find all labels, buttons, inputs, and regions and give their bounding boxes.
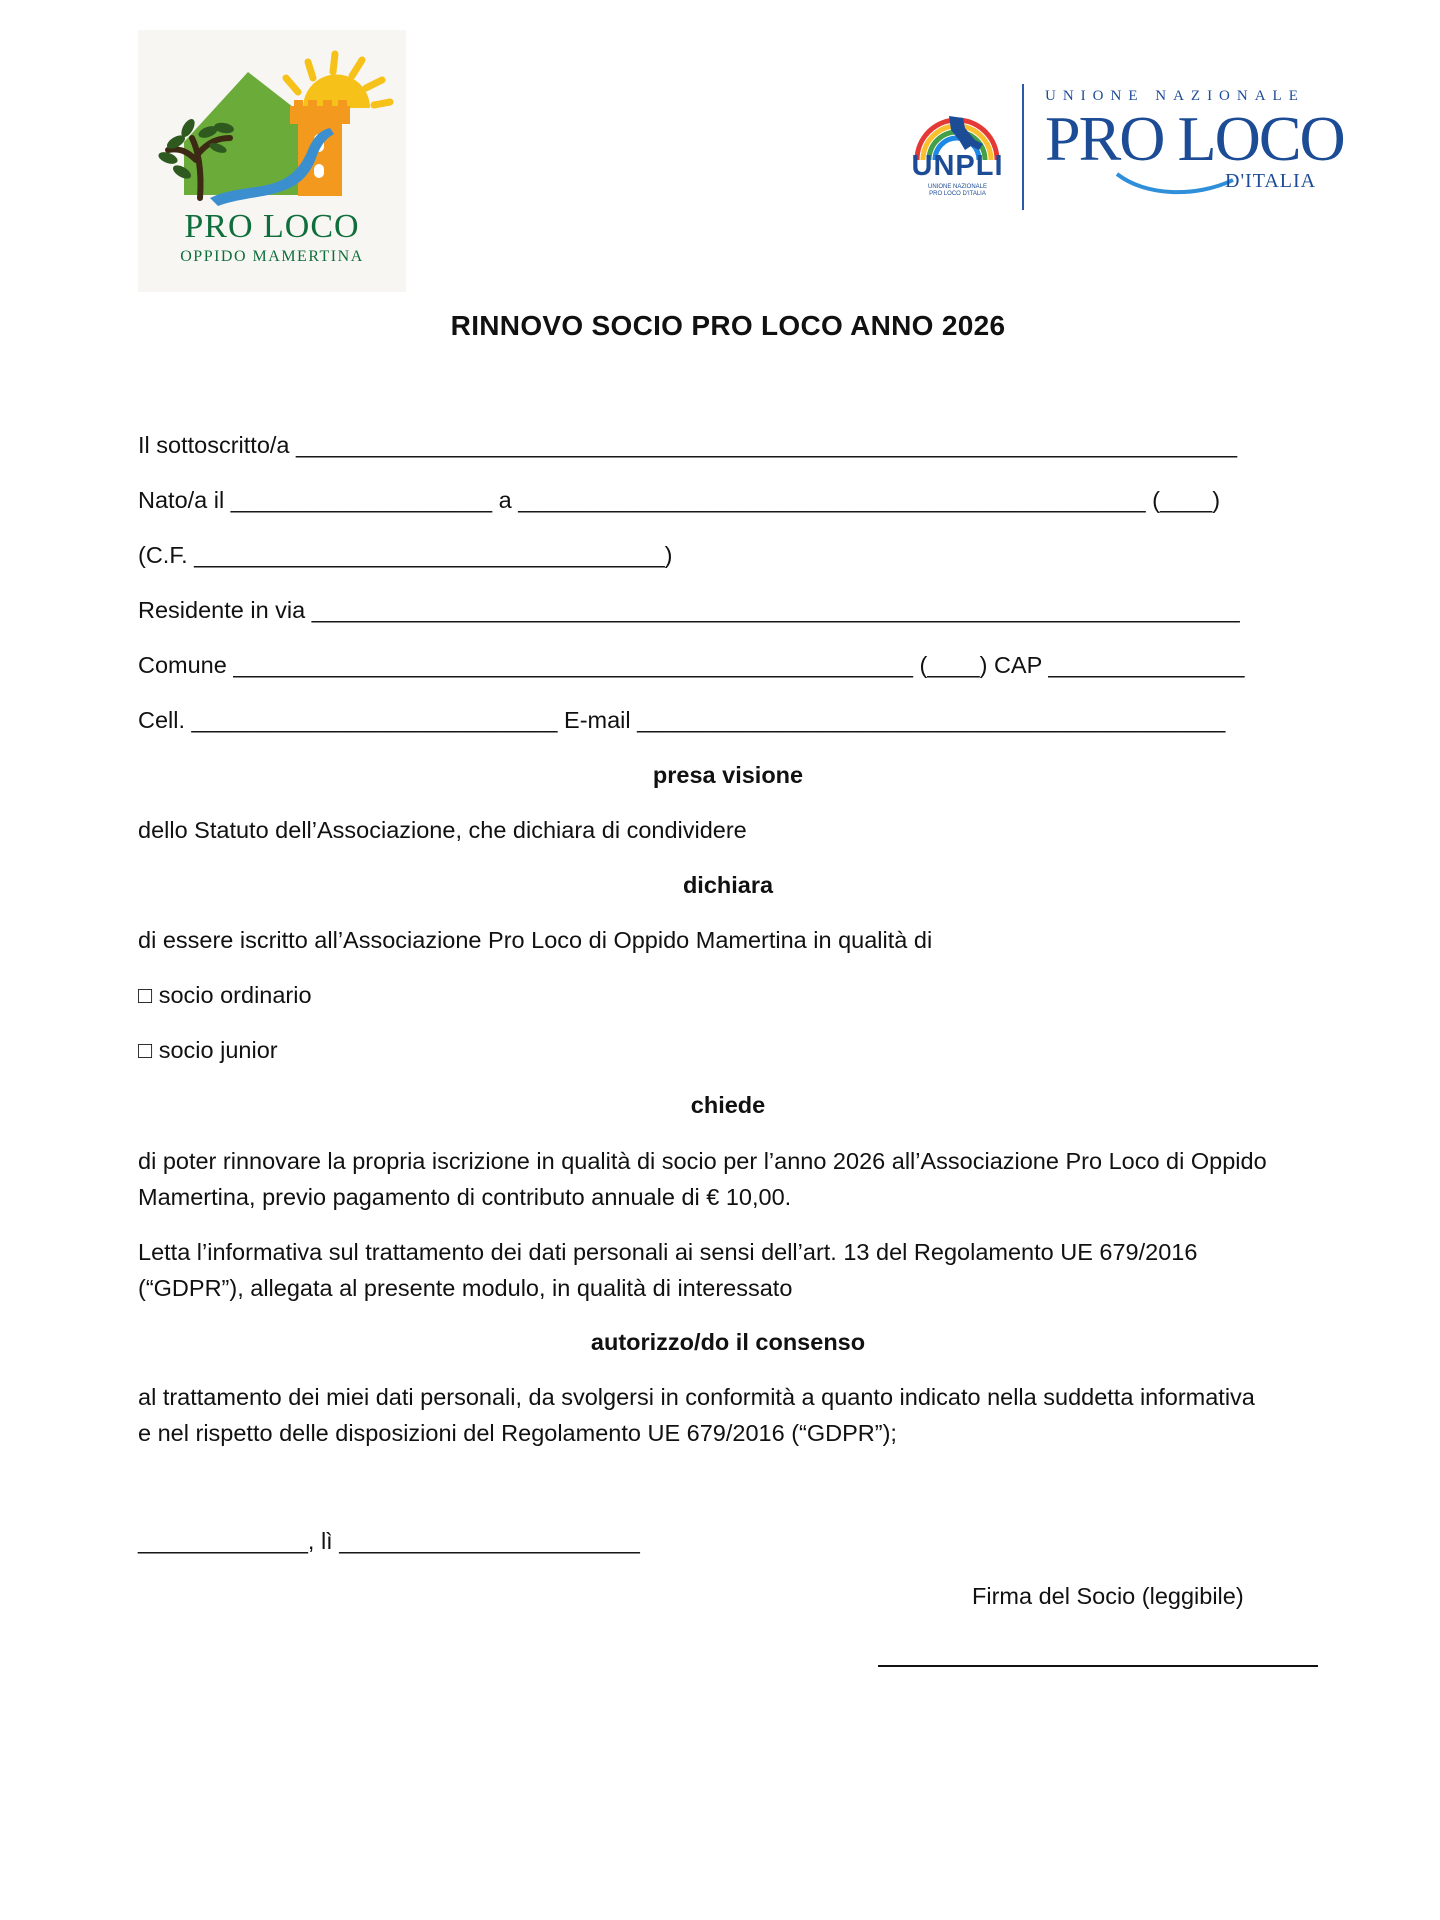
ditalia-text: D'ITALIA [1225,170,1317,192]
unione-nazionale-text: UNIONE NAZIONALE [1045,88,1305,104]
logo-left-subtitle: OPPIDO MAMERTINA [180,248,364,265]
socio-junior-checkbox[interactable]: □ socio junior [138,1037,278,1063]
statuto-text: dello Statuto dell’Associazione, che dichiara di condividere [138,817,747,843]
signature-line[interactable] [878,1665,1318,1667]
place-date-field[interactable]: _____________, lì _______________________ [138,1528,640,1554]
logo-separator [1022,84,1024,210]
cell-email-field[interactable]: Cell. ____________________________ E-mail _____________________________________________ [138,707,1226,733]
pro-loco-wordmark: PRO LOCO [1045,103,1344,174]
unpli-wordmark: UNPLI [911,150,1004,182]
rinnovo-paragraph: di poter rinnovare la propria iscrizione in qualità di socio per l’anno 2026 all’Associazione Pro Loco di Oppido Mamertina, previo pagamento di contributo annuale di € 10,00. [138,1148,1267,1210]
swoosh-icon [1115,168,1235,198]
sottoscritto-field[interactable]: Il sottoscritto/a ________________________________________________________________________ [138,432,1238,458]
logo-left-name: PRO LOCO [184,208,360,245]
codice-fiscale-field[interactable]: (C.F. ____________________________________) [138,542,673,568]
comune-field[interactable]: Comune ____________________________________________________ (____) CAP _______________ [138,652,1245,678]
trattamento-paragraph: al trattamento dei miei dati personali, da svolgersi in conformità a quanto indicato nella suddetta informativa e nel rispetto delle disposizioni del Regolamento UE 679/2016 (“GDPR”); [138,1384,1255,1446]
nato-field[interactable]: Nato/a il ____________________ a ________________________________________________ (____) [138,487,1221,513]
socio-ordinario-checkbox[interactable]: □ socio ordinario [138,982,312,1008]
unpli-logo [905,80,1344,220]
informativa-paragraph: Letta l’informativa sul trattamento dei dati personali ai sensi dell’art. 13 del Regolamento UE 679/2016 (“GDPR”), allegata al presente modulo, in qualità di interessato [138,1239,1198,1301]
autorizzo-heading: autorizzo/do il consenso [590,1329,866,1355]
residente-field[interactable]: Residente in via _______________________________________________________________________ [138,597,1240,623]
form-title: RINNOVO SOCIO PRO LOCO ANNO 2026 [450,310,1006,341]
signature-label: Firma del Socio (leggibile) [972,1583,1244,1609]
presa-visione-heading: presa visione [652,762,804,788]
dichiara-heading: dichiara [682,872,774,898]
iscritto-text: di essere iscritto all’Associazione Pro Loco di Oppido Mamertina in qualità di [138,927,933,953]
unpli-small-text: UNIONE NAZIONALE PRO LOCO D'ITALIA [927,184,987,197]
house-tower-olive-sun-logo-icon [138,30,406,210]
pro-loco-oppido-logo [138,30,406,292]
chiede-heading: chiede [690,1092,766,1118]
